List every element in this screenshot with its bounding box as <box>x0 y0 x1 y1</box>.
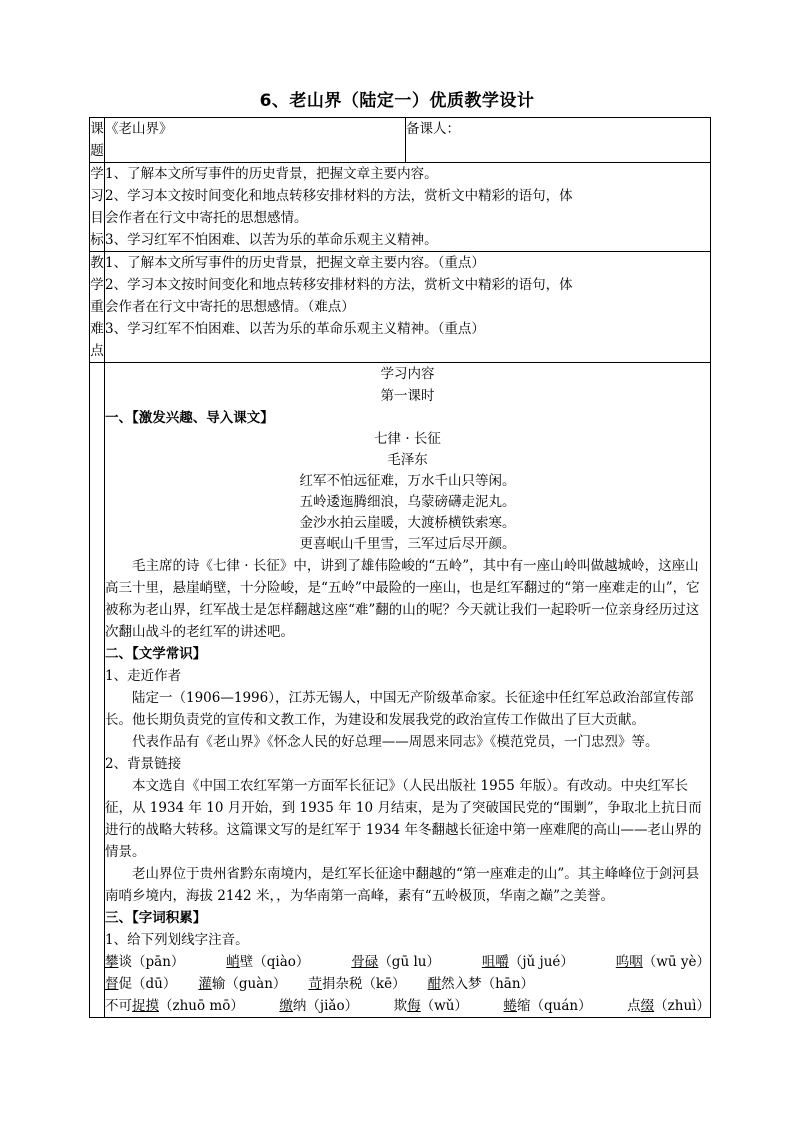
vocab-row <box>105 973 710 995</box>
keypoint-line: 3、学习红军不怕困难、以苦为乐的革命乐观主义精神。（重点） <box>105 321 485 337</box>
underlined-char: 灌 <box>198 976 212 992</box>
works-paragraph: 代表作品有《老山界》《怀念人民的好总理——周恩来同志》《模范党员，一门忠烈》等。 <box>132 734 659 750</box>
goal-line: 会作者在行文中寄托的思想感情。 <box>105 210 308 226</box>
content-body <box>105 363 711 1018</box>
vocab-item: 蜷缩（quán） <box>503 998 592 1014</box>
section-heading: 一、【激发兴趣、导入课文】 <box>105 410 274 426</box>
poem-title: 七律 · 长征 <box>374 431 441 447</box>
topic-side-label: 课题 <box>90 118 105 163</box>
underlined-char: 峭 <box>226 954 240 970</box>
background-paragraph: 老山界位于贵州省黔东南境内，是红军长征途中翻越的“第一座难走的山”。其主峰峰位于剑河县南哨乡境内，海拔 2142 米，，为华南第一高峰，素有“五岭极顶，华南之巅”之美誉。 <box>105 866 700 904</box>
content-row <box>90 363 711 1018</box>
vocab-item: 咀嚼（jǔ jué） <box>481 954 574 970</box>
content-heading: 学习内容 <box>380 366 435 382</box>
goal-line: 3、学习红军不怕困难、以苦为乐的革命乐观主义精神。 <box>105 232 438 248</box>
vocab-row <box>105 951 710 973</box>
vocab-item: 苛捐杂税（kē） <box>308 976 406 992</box>
underlined-char: 苛 <box>308 976 322 992</box>
intro-paragraph: 毛主席的诗《七律 · 长征》中，讲到了雄伟险峻的“五岭”，其中有一座山岭叫做越城岭，这座山高三十里，悬崖峭壁，十分险峻，是“五岭”中最险的一座山，也是红军翻过的“第一座难走的山”，它被称为老山界，红军战士是怎样翻越这座“难”翻的山的呢？今天就让我们一起聆听一位亲身经历过这次翻山战斗的老红军的讲述吧。 <box>105 558 700 640</box>
poem-line: 更喜岷山千里雪，三军过后尽开颜。 <box>299 536 516 552</box>
goals-row <box>90 163 711 252</box>
keypoints-content <box>105 252 711 363</box>
vocab-item: 灌输（guàn） <box>198 976 287 992</box>
document-title: 6、老山界（陆定一）优质教学设计 <box>259 91 535 111</box>
background-paragraph: 本文选自《中国工农红军第一方面军长征记》（人民出版社 1955 年版）。有改动。中央红军长征，从 1934 年 10 月开始，到 1935 年 10 月结束，是为了突破国民党的“围剿”，争取北上抗日而进行的战略大转移。这篇课文写的是红军于 1934 年冬翻越长征途中第一座难爬的高山——老山界的情景。 <box>105 778 702 860</box>
vocab-item: 欺侮（wǔ） <box>393 998 468 1014</box>
poem-line: 金沙水拍云崖暖，大渡桥横铁索寒。 <box>299 515 516 531</box>
keypoints-side-label: 教学重难点 <box>90 252 105 363</box>
keypoint-line: 会作者在行文中寄托的思想感情。（难点） <box>105 299 355 315</box>
keypoint-line: 1、了解本文所写事件的历史背景，把握文章主要内容。（重点） <box>105 255 485 271</box>
underlined-char: 呜咽 <box>615 954 643 970</box>
underlined-char: 攀 <box>105 954 119 970</box>
underlined-char: 骨碌 <box>351 954 379 970</box>
underlined-char: 督 <box>105 976 119 992</box>
poem-line: 五岭逶迤腾细浪，乌蒙磅礴走泥丸。 <box>299 494 516 510</box>
keypoint-line: 2、学习本文按时间变化和地点转移安排材料的方法，赏析文中精彩的语句，体 <box>105 277 573 293</box>
keypoints-row <box>90 252 711 363</box>
lesson-plan-table <box>89 117 711 1018</box>
subheading: 2、背景链接 <box>105 756 182 772</box>
underlined-char: 缀 <box>640 998 655 1014</box>
goals-content <box>105 163 711 252</box>
topic-row <box>90 118 711 163</box>
subheading: 1、给下列划线字注音。 <box>105 932 249 948</box>
vocab-item: 点缀（zhuì） <box>627 998 710 1014</box>
preparer-label: 备课人： <box>406 118 711 163</box>
vocab-item: 不可捉摸（zhuō mō） <box>105 998 244 1014</box>
vocab-item: 呜咽（wū yè） <box>615 954 710 970</box>
section-heading: 二、【文学常识】 <box>105 646 207 662</box>
vocab-item: 骨碌（gū lu） <box>351 954 440 970</box>
period-label: 第一课时 <box>380 388 435 404</box>
vocab-item: 酣然入梦（hān） <box>427 976 535 992</box>
goals-side-label: 学习目标 <box>90 163 105 252</box>
goal-line: 1、了解本文所写事件的历史背景，把握文章主要内容。 <box>105 166 438 182</box>
underlined-char: 捉摸 <box>132 998 159 1014</box>
poem-line: 红军不怕远征难，万水千山只等闲。 <box>299 473 516 489</box>
lesson-name: 《老山界》 <box>105 118 406 163</box>
vocab-item: 峭壁（qiào） <box>226 954 310 970</box>
underlined-char: 酣 <box>427 976 442 992</box>
vocab-item: 缴纳（jiǎo） <box>279 998 359 1014</box>
underlined-char: 蜷 <box>503 998 517 1014</box>
author-paragraph: 陆定一（1906—1996），江苏无锡人，中国无产阶级革命家。长征途中任红军总政治部宣传部长。他长期负责党的宣传和文教工作，为建设和发展我党的政治宣传工作做出了巨大贡献。 <box>105 690 694 728</box>
section-heading: 三、【字词积累】 <box>105 910 207 926</box>
underlined-char: 侮 <box>407 998 421 1014</box>
vocab-item: 督促（dū） <box>105 976 177 992</box>
underlined-char: 咀嚼 <box>481 954 509 970</box>
goal-line: 2、学习本文按时间变化和地点转移安排材料的方法，赏析文中精彩的语句，体 <box>105 188 573 204</box>
vocab-item: 攀谈（pān） <box>105 954 185 970</box>
poem-author: 毛泽东 <box>387 452 428 468</box>
underlined-char: 缴 <box>279 998 293 1014</box>
subheading: 1、走近作者 <box>105 668 182 684</box>
vocab-row <box>105 995 710 1017</box>
